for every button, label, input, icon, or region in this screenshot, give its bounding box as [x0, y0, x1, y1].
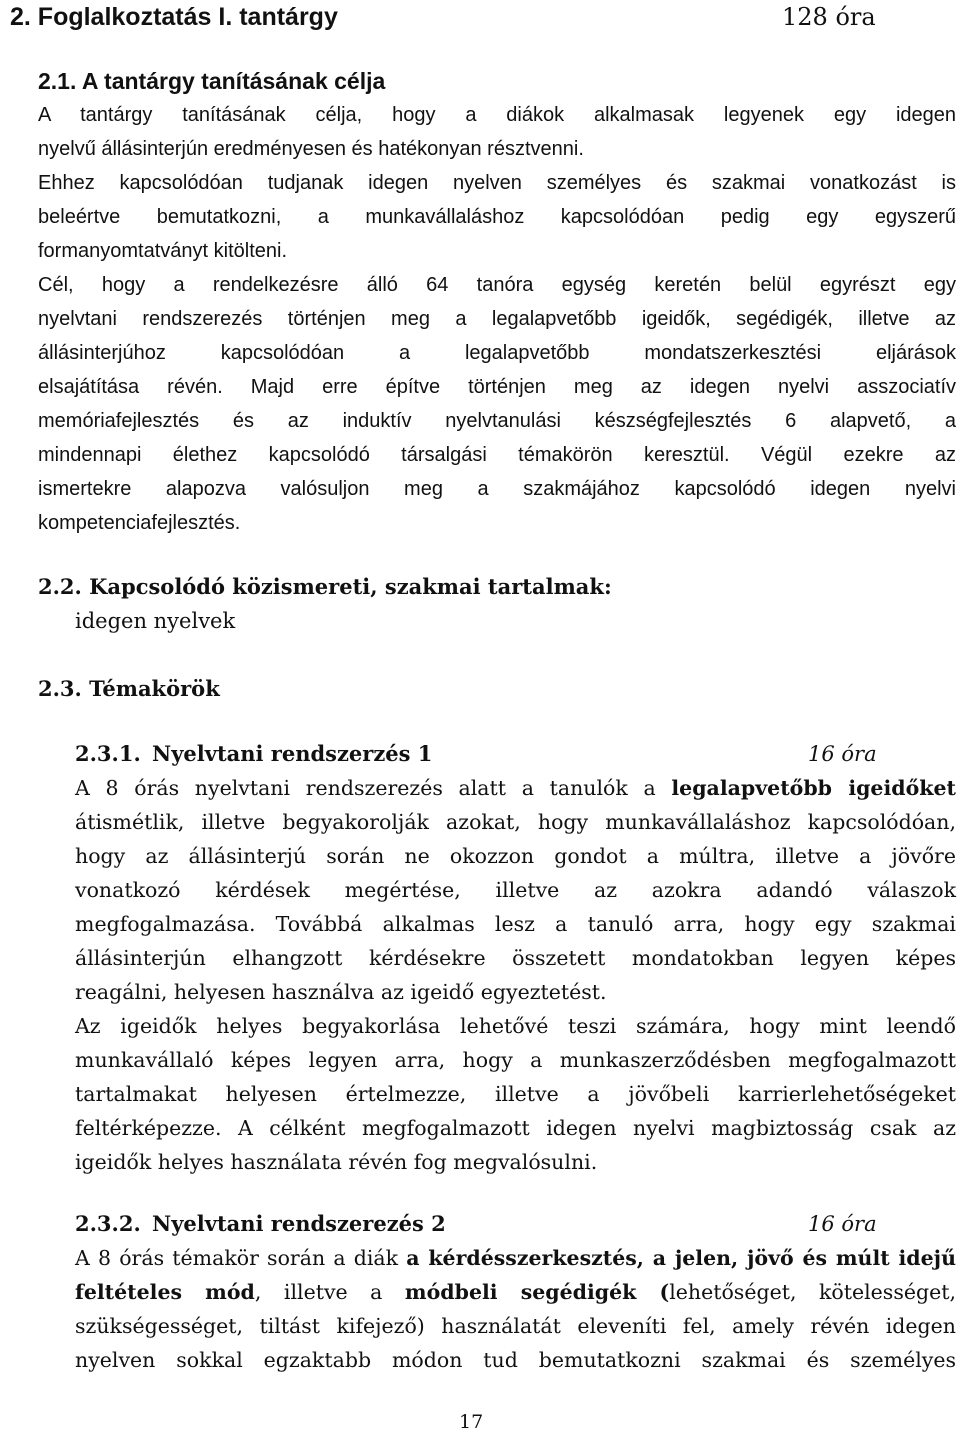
text-line [75, 873, 956, 907]
text-segment: igeidők helyes használata révén fog megvalósulni. [75, 1150, 598, 1174]
text-line [75, 1043, 956, 1077]
text-line [75, 1111, 956, 1145]
text-line [75, 1077, 956, 1111]
text-line [38, 336, 956, 370]
text-segment: formanyomtatványt kitölteni. [38, 240, 287, 262]
text-segment: Cél, hogy a rendelkezésre álló 64 tanóra egység keretén belül egyrészt egy [38, 274, 956, 296]
text-segment: , illetve a [254, 1280, 405, 1304]
text-line [38, 200, 956, 234]
text-line [75, 839, 956, 873]
text-line [38, 302, 956, 336]
text-line [75, 771, 956, 805]
section-heading-2-2: 2.2. Kapcsolódó közismereti, szakmai tartalmak: [38, 574, 612, 599]
text-segment: nyelvtani rendszerezés történjen meg a legalapvetőbb igeidők, segédigék, illetve az [38, 308, 956, 330]
text-segment: A 8 órás témakör során a diák [75, 1246, 407, 1270]
text-line [38, 166, 956, 200]
text-line [38, 472, 956, 506]
topic-1-title: Nyelvtani rendszerzés 1 [152, 741, 433, 766]
topic-1-body [75, 771, 956, 1179]
text-line [75, 941, 956, 975]
text-segment: állásinterjún elhangzott kérdésekre összetett mondatokban legyen képes [75, 946, 956, 970]
text-segment: memóriafejlesztés és az induktív nyelvtanulási készségfejlesztés 6 alapvető, a [38, 410, 956, 432]
text-segment: megfogalmazása. Továbbá alkalmas lesz a tanuló arra, hogy egy szakmai [75, 912, 956, 936]
text-line [75, 1309, 956, 1343]
text-line [38, 234, 956, 268]
text-segment: kompetenciafejlesztés. [38, 512, 241, 534]
section-2-2-content: idegen nyelvek [75, 609, 236, 633]
text-line [75, 1275, 956, 1309]
text-segment: Ehhez kapcsolódóan tudjanak idegen nyelven személyes és szakmai vonatkozást is [38, 172, 956, 194]
text-line [75, 907, 956, 941]
text-line [38, 506, 956, 540]
text-line [38, 438, 956, 472]
text-segment: mindennapi élethez kapcsolódó társalgási témakörön keresztül. Végül ezekre az [38, 444, 956, 466]
text-line [75, 975, 956, 1009]
text-segment: átismétlik, illetve begyakorolják azokat, hogy munkavállaláshoz kapcsolódóan, [75, 810, 956, 834]
section-heading-2-3: 2.3. Témakörök [38, 676, 220, 701]
text-segment: állásinterjúhoz kapcsolódóan a legalapvetőbb mondatszerkesztési eljárások [38, 342, 956, 364]
topic-1-number: 2.3.1. [75, 741, 141, 766]
text-segment: beleértve bemutatkozni, a munkavállaláshoz kapcsolódóan pedig egy egyszerű [38, 206, 956, 228]
section-2-1-body [38, 98, 956, 540]
text-segment: ismertekre alapozva valósuljon meg a szakmájához kapcsolódó idegen nyelvi [38, 478, 956, 500]
text-line [75, 805, 956, 839]
text-line [38, 370, 956, 404]
text-segment: nyelven sokkal egzaktabb módon tud bemutatkozni szakmai és személyes [75, 1348, 956, 1372]
topic-2-hours: 16 óra [808, 1212, 877, 1236]
text-segment: reagálni, helyesen használva az igeidő egyeztetést. [75, 980, 607, 1004]
text-line [75, 1145, 956, 1179]
text-line [38, 132, 956, 166]
total-hours: 128 óra [782, 3, 876, 31]
text-segment: legalapvetőbb igeidőket [671, 776, 956, 800]
text-segment: feltételes mód [75, 1280, 255, 1304]
text-line [75, 1009, 956, 1043]
text-segment: a kérdésszerkesztés, a jelen, jövő és múlt idejű [406, 1246, 956, 1270]
page-number: 17 [459, 1411, 484, 1433]
text-segment: munkavállaló képes legyen arra, hogy a munkaszerződésben megfogalmazott [75, 1048, 956, 1072]
text-segment: lehetőséget, kötelességet, [669, 1280, 956, 1304]
text-segment: hogy az állásinterjú során ne okozzon gondot a múltra, illetve a jövőre [75, 844, 956, 868]
text-segment: vonatkozó kérdések megértése, illetve az azokra adandó válaszok [75, 878, 956, 902]
text-line [38, 98, 956, 132]
topic-2-body [75, 1241, 956, 1377]
document-title: 2. Foglalkoztatás I. tantárgy [10, 3, 338, 31]
text-line [75, 1343, 956, 1377]
section-heading-2-1: 2.1. A tantárgy tanításának célja [38, 68, 386, 94]
text-segment: feltérképezze. A célként megfogalmazott idegen nyelvi magbiztosság csak az [75, 1116, 956, 1140]
text-segment: A 8 órás nyelvtani rendszerezés alatt a tanulók a [75, 776, 672, 800]
topic-1-hours: 16 óra [808, 742, 877, 766]
topic-2-number: 2.3.2. [75, 1211, 141, 1236]
topic-1-heading [75, 737, 141, 771]
text-segment: szükségességet, tiltást kifejező) használatát eleveníti fel, amely révén idegen [75, 1314, 956, 1338]
text-segment: tartalmakat helyesen értelmezze, illetve a jövőbeli karrierlehetőségeket [75, 1082, 956, 1106]
topic-2-title: Nyelvtani rendszerezés 2 [152, 1211, 446, 1236]
text-line [38, 268, 956, 302]
text-segment: módbeli segédigék ( [404, 1280, 670, 1304]
text-segment: Az igeidők helyes begyakorlása lehetővé teszi számára, hogy mint leendő [75, 1014, 956, 1038]
topic-2-heading [75, 1207, 141, 1241]
text-segment: elsajátítása révén. Majd erre építve történjen meg az idegen nyelvi asszociatív [38, 376, 956, 398]
text-segment: A tantárgy tanításának célja, hogy a diákok alkalmasak legyenek egy idegen [38, 104, 956, 126]
text-segment: nyelvű állásinterjún eredményesen és hatékonyan résztvenni. [38, 138, 584, 160]
text-line [38, 404, 956, 438]
text-line [75, 1241, 956, 1275]
